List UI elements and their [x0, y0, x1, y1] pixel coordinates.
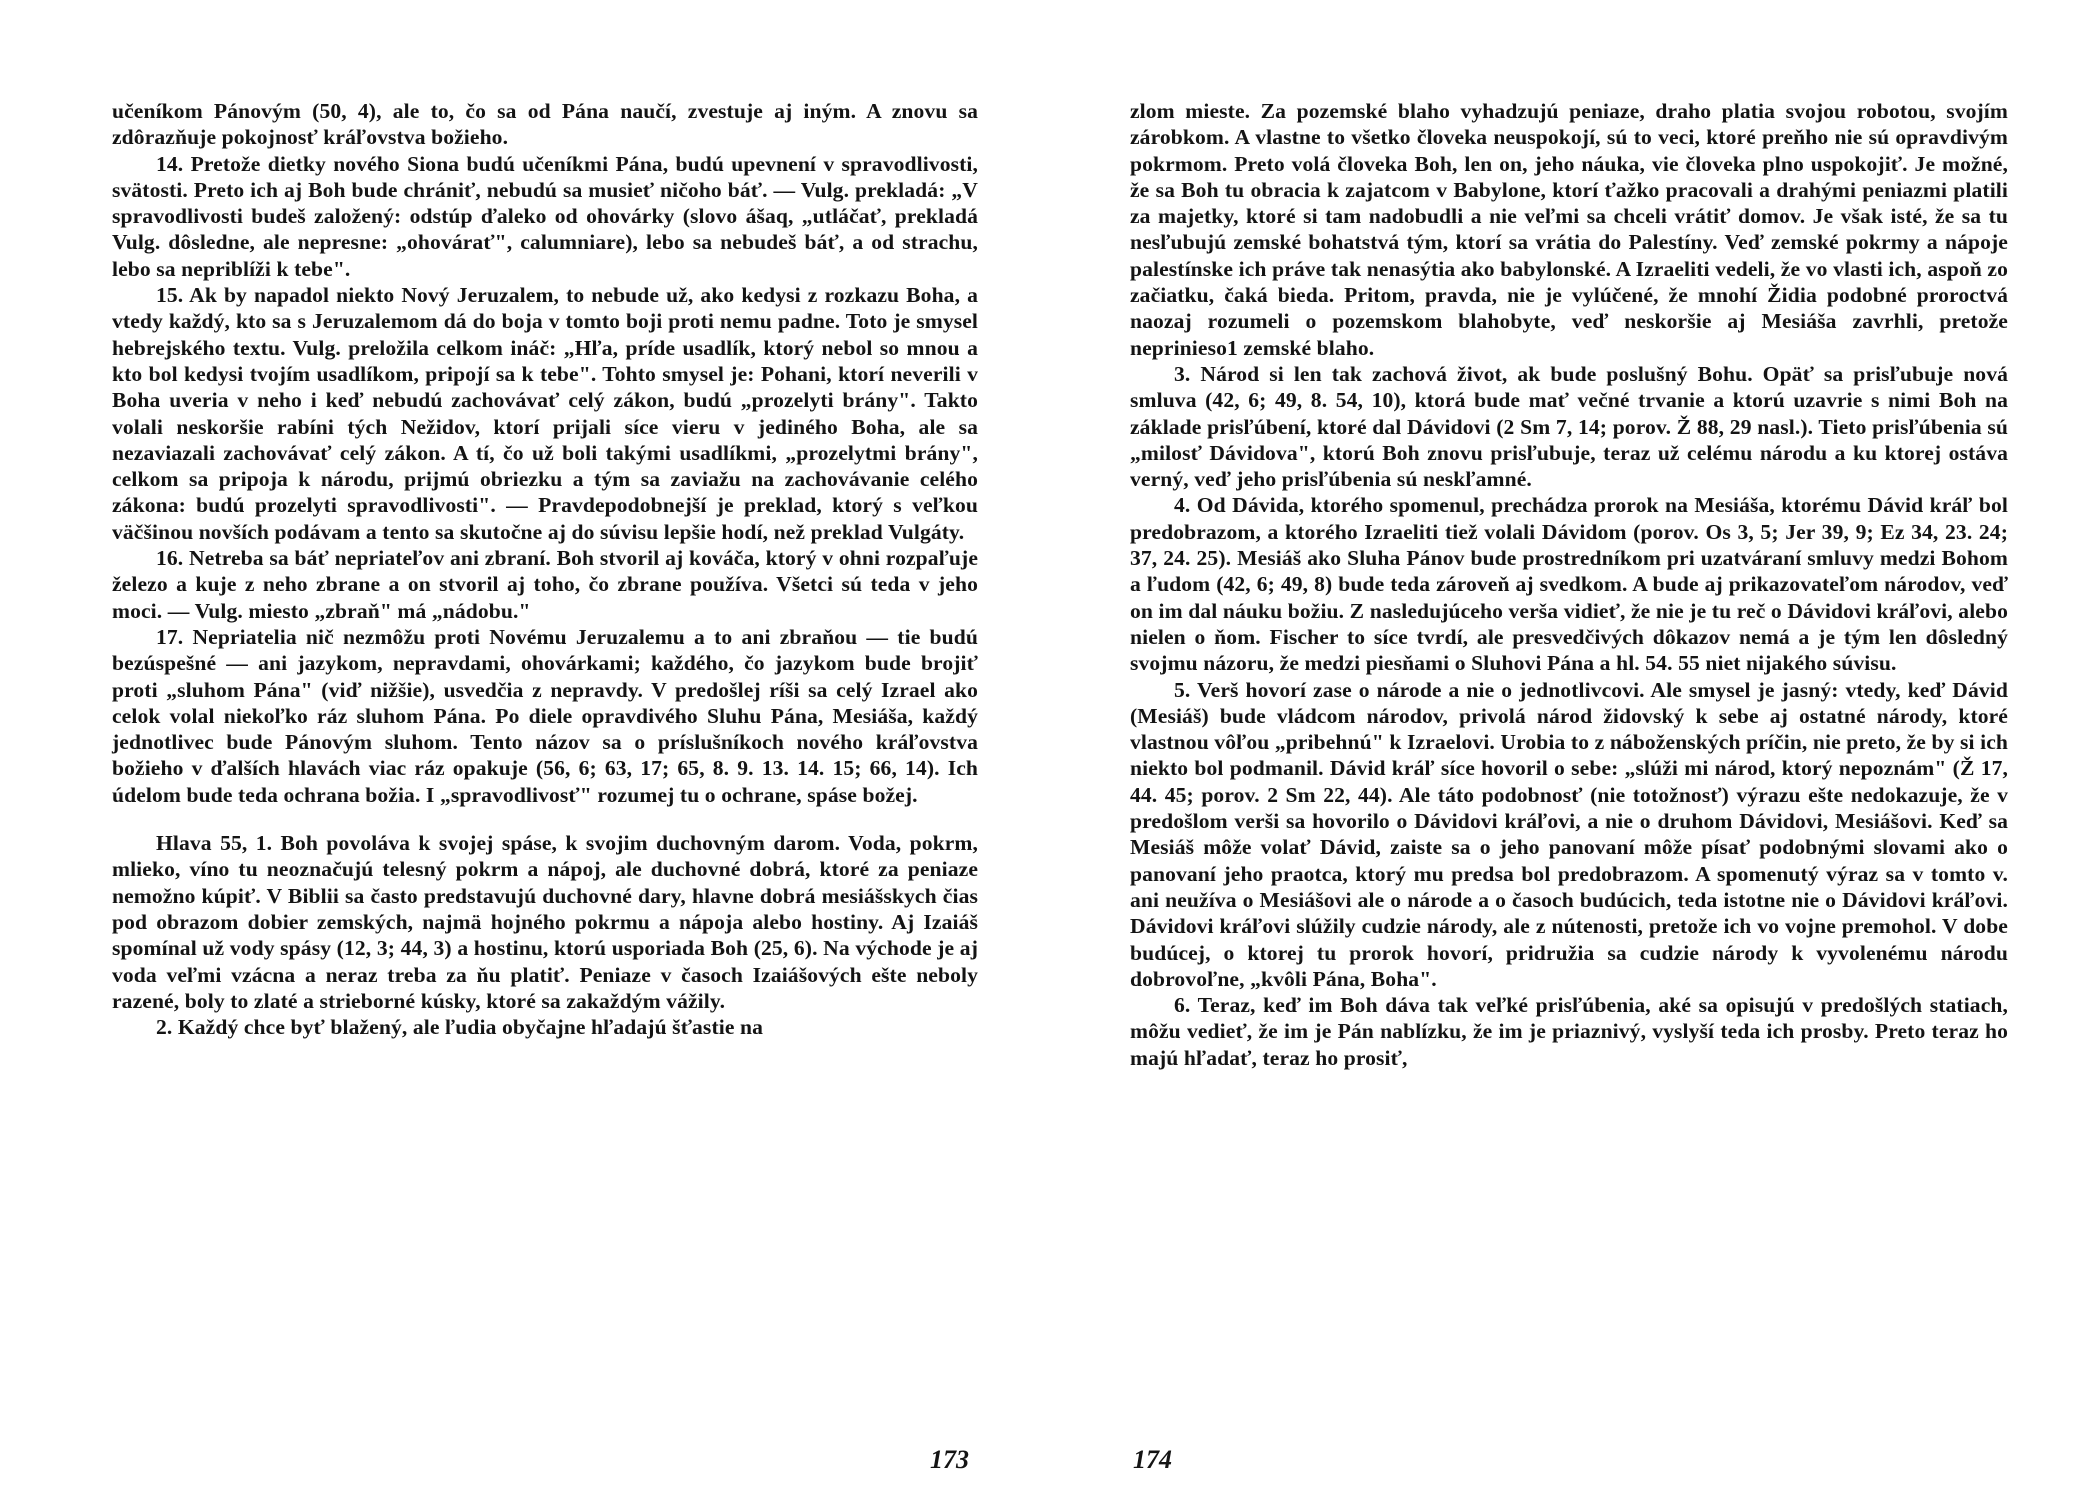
paragraph: 14. Pretože dietky nového Siona budú učeníkmi Pána, budú upevnení v spravodlivosti, svätosti. Preto ich aj Boh bude chrániť, nebudú sa musieť ničoho báť. — Vulg. prekladá: „V spravodlivosti budeš založený: odstúp ďaleko od ohovárky (slovo ášaq, „utláčať, prekladá Vulg. dôsledne, ale nepresne: „ohovárať", calumniare), lebo sa nebudeš báť, a od strachu, lebo sa nepriblíži k tebe". [112, 151, 978, 281]
page-number: 174 [1133, 1445, 1172, 1474]
paragraph: 3. Národ si len tak zachová život, ak bude poslušný Bohu. Opäť sa prisľubuje nová smluva (42, 6; 49, 8. 54, 10), ktorá bude mať večné trvanie a ktorú uzavrie s nimi Boh na základe prisľúbení, ktoré dal Dávidovi (2 Sm 7, 14; porov. Ž 88, 29 nasl.). Tieto prisľúbenia sú „milosť Dávidova", ktorú Boh znovu prisľubuje, teraz už celému národu a ku ktorej ostáva verný, veď jeho prisľúbenia sú neskľamné. [1130, 361, 2008, 492]
paragraph: učeníkom Pánovým (50, 4), ale to, čo sa od Pána naučí, zvestuje aj iným. A znovu sa zdôrazňuje pokojnosť kráľovstva božieho. [112, 99, 978, 150]
paragraph: 17. Nepriatelia nič nezmôžu proti Novému Jeruzalemu a to ani zbraňou — tie budú bezúspešné — ani jazykom, nepravdami, ohovárkami; každého, čo jazykom bude brojiť proti „sluhom Pána" (viď nižšie), usvedčia z nepravdy. V predošlej ríši sa celý Izrael ako celok volal niekoľko ráz sluhom Pána. Po diele opravdivého Sluhu Pána, Mesiáša, každý jednotlivec bude Pánovým sluhom. Tento názov sa o príslušníkoch nového kráľovstva božieho v ďalších hlavách viac ráz opakuje (56, 6; 63, 17; 65, 8. 9. 13. 14. 15; 66, 14). Ich údelom bude teda ochrana božia. I „spravodlivosť" rozumej tu o ochrane, spáse božej. [112, 624, 978, 807]
paragraph: zlom mieste. Za pozemské blaho vyhadzujú peniaze, draho platia svojou robotou, svojím zárobkom. A vlastne to všetko človeka neuspokojí, sú to veci, ktoré preňho nie sú opravdivým pokrmom. Preto volá človeka Boh, len on, jeho náuka, vie človeka plno uspokojiť. Je možné, že sa Boh tu obracia k zajatcom v Babylone, ktorí ťažko pracovali a drahými peniazmi platili za majetky, ktoré si tam nadobudli a nie veľmi sa chceli vrátiť domov. Je však isté, že sa tu nesľubujú zemské bohatstvá tým, ktorí sa vrátia do Palestíny. Veď zemské pokrmy a nápoje palestínske ich práve tak nenasýtia ako babylonské. A Izraeliti vedeli, že vo vlasti ich, aspoň zo začiatku, čaká bieda. Pritom, pravda, nie je vylúčené, že mnohí Židia podobné proroctvá naozaj rozumeli o pozemskom blahobyte, veď neskoršie aj Mesiáša zavrhli, pretože neprinieso1 zemské blaho. [1130, 99, 2008, 360]
paragraph: 2. Každý chce byť blažený, ale ľudia obyčajne hľadajú šťastie na [156, 1015, 764, 1040]
paragraph: 15. Ak by napadol niekto Nový Jeruzalem, to nebude už, ako kedysi z rozkazu Boha, a vtedy každý, kto sa s Jeruzalemom dá do boja v tomto boji proti nemu padne. Toto je smysel hebrejského textu. Vulg. preložila celkom ináč: „Hľa, príde usadlík, ktorý nebol so mnou a kto bol kedysi tvojím usadlíkom, pripojí sa k tebe". Tohto smysel je: Pohani, ktorí neverili v Boha uveria v neho i keď nebudú zachovávať celý zákon, budú „prozelyti brány". Takto volali neskoršie rabíni tých Nežidov, ktorí prijali síce vieru v jediného Boha, ale sa nezaviazali zachovávať celý zákon. A tí, čo už boli takými usadlíkmi, „prozelytmi brány", celkom sa pripoja k národu, prijmú obriezku a tým sa zaviažu na zachovávanie celého zákona: budú prozelyti spravodlivosti". — Pravdepodobnejší je preklad, ktorý s veľkou väčšinou novších podávam a tento sa skutočne aj do súvisu lepšie hodí, než preklad Vulgáty. [112, 283, 978, 544]
chapter-paragraph: Hlava 55, 1. Boh povoláva k svojej spáse, k svojim duchovným darom. Voda, pokrm, mlieko, víno tu neoznačujú telesný pokrm a nápoj, ale duchovné dobrá, ktoré za peniaze nemožno kúpiť. V Biblii sa často predstavujú duchovné dary, hlavne dobrá mesiášskych čias pod obrazom dobier zemských, najmä hojného pokrmu a nápoja alebo hostiny. Aj Izaiáš spomínal už vody spásy (12, 3; 44, 3) a hostinu, ktorú usporiada Boh (25, 6). Na východe je aj voda veľmi vzácna a neraz treba za ňu platiť. Peniaze v časoch Izaiášových ešte neboly razené, boly to zlaté a strieborné kúsky, ktoré sa zakaždým vážily. [112, 831, 978, 1013]
right-text-column [1130, 98, 2008, 1071]
paragraph: 6. Teraz, keď im Boh dáva tak veľké prisľúbenia, aké sa opisujú v predošlých statiach, môžu vedieť, že im je Pán nablízku, že im je priaznivý, vyslyší teda ich prosby. Preto teraz ho majú hľadať, teraz ho prosiť, [1130, 993, 2008, 1070]
right-page [1043, 0, 2086, 1500]
paragraph: 4. Od Dávida, ktorého spomenul, prechádza prorok na Mesiáša, ktorému Dávid kráľ bol predobrazom, a ktorého Izraeliti tiež volali Dávidom (porov. Os 3, 5; Jer 39, 9; Ez 34, 23. 24; 37, 24. 25). Mesiáš ako Sluha Pánov bude prostredníkom pri uzatváraní smluvy medzi Bohom a ľudom (42, 6; 49, 8) bude teda zároveň aj svedkom. A bude aj prikazovateľom národov, veď on im dal náuku božiu. Z nasledujúceho verša vidieť, že nie je tu reč o Dávidovi kráľovi, alebo nielen o ňom. Fischer to síce tvrdí, ale presvedčivých dôkazov nemá a je tým len dôsledný svojmu názoru, že medzi piesňami o Sluhovi Pána a hl. 54. 55 niet nijakého súvisu. [1130, 493, 2008, 676]
paragraph: 5. Verš hovorí zase o národe a nie o jednotlivcovi. Ale smysel je jasný: vtedy, keď Dávid (Mesiáš) bude vládcom národov, privolá národ židovský k sebe aj ostatné národy, ktoré vlastnou vôľou „pribehnú" k Izraelovi. Urobia to z náboženských príčin, nie preto, že by si ich niekto bol podmanil. Dávid kráľ síce hovoril o sebe: „slúži mi národ, ktorý nepoznám" (Ž 17, 44. 45; porov. 2 Sm 22, 44). Ale táto podobnosť (nie totožnosť) výrazu ešte nedokazuje, že v predošlom verši sa hovorilo o Dávidovi kráľovi, a nie o druhom Dávidovi, Mesiášovi. Keď sa Mesiáš môže volať Dávid, zaiste sa o jeho panovaní môže písať podobnými slovami ako o panovaní jeho praotca, ktorý mu predsa bol predobrazom. A spomenutý výraz sa v tomto v. ani neužíva o Mesiášovi ale o národe a o časoch budúcich, teda istotne nie o Dávidovi kráľovi. Dávidovi kráľovi slúžily cudzie národy, ale z nútenosti, pretože ich vo vojne premohol. V dobe budúcej, o ktorej tu prorok hovorí, pridružia sa cudzie národy k vyvolenému národu dobrovoľne, „kvôli Pána, Boha". [1130, 677, 2008, 991]
left-text-column [112, 98, 978, 1040]
page-number: 173 [930, 1445, 969, 1474]
paragraph: 16. Netreba sa báť nepriateľov ani zbraní. Boh stvoril aj kováča, ktorý v ohni rozpaľuje železo a kuje z neho zbrane a on stvoril aj toho, čo zbrane používa. Všetci sú teda v jeho moci. — Vulg. miesto „zbraň" má „nádobu." [112, 546, 978, 623]
